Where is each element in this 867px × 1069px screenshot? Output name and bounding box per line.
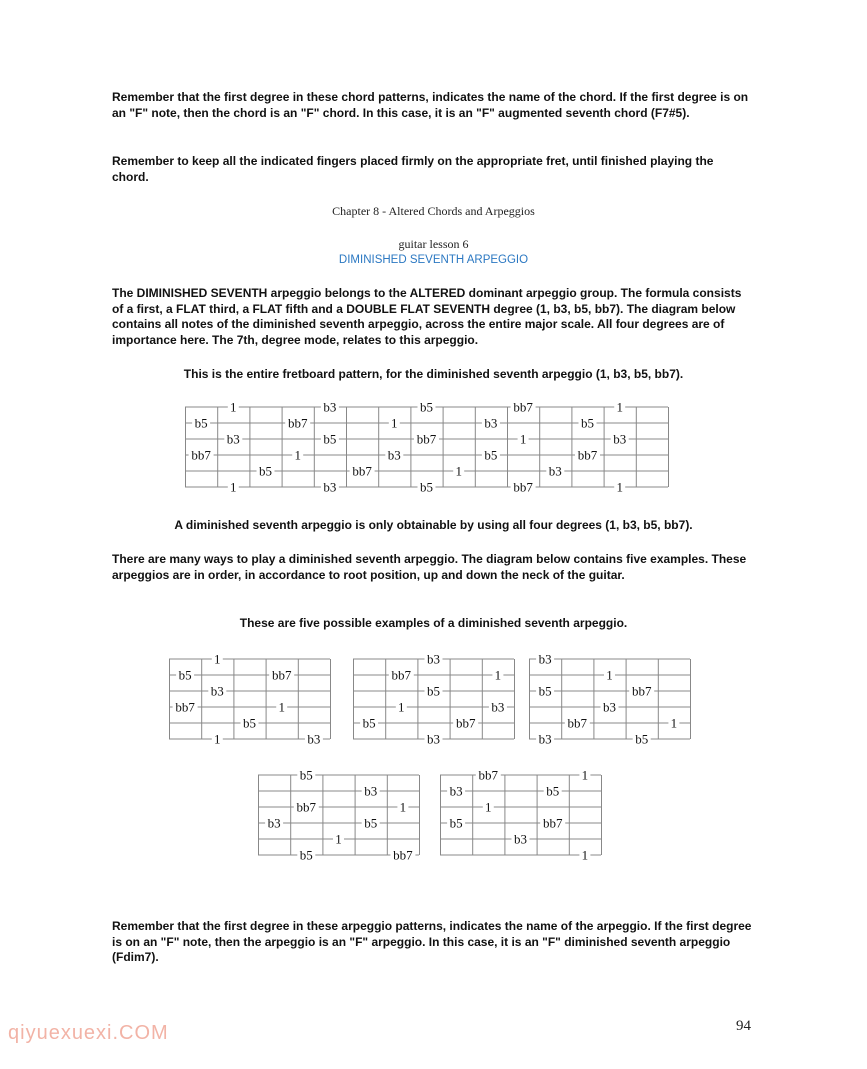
note-degree-label: b3 (491, 699, 505, 715)
note-degree-label: b5 (449, 815, 463, 831)
note-degree-label: b3 (603, 699, 616, 715)
note-degree-label: b3 (548, 463, 562, 479)
note-degree-label: bb7 (455, 715, 476, 731)
note-degree-label: bb7 (577, 447, 598, 463)
note-degree-label: 1 (485, 799, 492, 815)
note-degree-label: b3 (613, 431, 627, 447)
note-degree-label: b5 (178, 667, 192, 683)
lesson-label: guitar lesson 6 (398, 237, 469, 251)
note-degree-label: b5 (194, 415, 208, 431)
note-degree-label: 1 (230, 399, 237, 415)
note-degree-label: 1 (214, 651, 221, 667)
note-degree-label: bb7 (567, 715, 588, 731)
note-degree-label: b3 (307, 731, 321, 747)
note-degree-label: 1 (399, 799, 407, 815)
note-degree-label: b5 (364, 815, 378, 831)
note-degree-label: b5 (299, 767, 313, 783)
arpeggio-example-3 (529, 651, 695, 747)
arpeggio-example-4 (258, 767, 424, 863)
note-degree-label: 1 (519, 431, 527, 447)
lesson-title-link[interactable]: DIMINISHED SEVENTH ARPEGGIO (338, 254, 529, 266)
note-degree-label: bb7 (416, 431, 437, 447)
note-degree-label: bb7 (631, 683, 652, 699)
page-number: 94 (736, 1018, 751, 1034)
note-degree-label: 1 (278, 699, 285, 715)
note-degree-label: b3 (323, 479, 337, 495)
description-paragraph: The DIMINISHED SEVENTH arpeggio belongs to the ALTERED dominant arpeggio group. The formula consists of a first, a FLAT third, a FLAT fifth and a DOUBLE FLAT SEVENTH degree (1, b3, b5, bb7). The diagram below contains all notes of the diminished seventh arpeggio, across the entire major scale. All four degrees are of importance here. The 7th, degree mode, relates to this arpeggio. (112, 286, 742, 347)
note-degree-label: b3 (514, 831, 527, 847)
note-degree-label: 1 (214, 731, 221, 747)
note-degree-label: b5 (484, 447, 498, 463)
note-degree-label: b3 (427, 651, 440, 667)
note-degree-label: 1 (391, 415, 398, 431)
note-degree-label: b3 (210, 683, 224, 699)
intro-paragraph-chord-name: Remember that the first degree in these chord patterns, indicates the name of the chord. If the first degree is on an "F" note, then the chord is an "F" chord. In this case, it is an "F" augmented seventh chord (F7#5). (112, 90, 749, 120)
note-degree-label: b5 (420, 479, 433, 495)
note-degree-label: 1 (581, 847, 589, 863)
note-degree-label: b5 (427, 683, 440, 699)
fretboard-caption: This is the entire fretboard pattern, for the diminished seventh arpeggio (1, b3, b5, bb7). (183, 367, 684, 381)
note-degree-label: b5 (420, 399, 433, 415)
note-degree-label: 1 (230, 479, 237, 495)
note-degree-label: b3 (323, 399, 337, 415)
note-degree-label: b3 (484, 415, 498, 431)
note-degree-label: 1 (335, 831, 342, 847)
note-degree-label: b5 (581, 415, 594, 431)
note-degree-label: bb7 (191, 447, 211, 463)
note-degree-label: 1 (616, 479, 623, 495)
note-degree-label: bb7 (391, 667, 412, 683)
note-degree-label: b5 (538, 683, 552, 699)
note-degree-label: bb7 (287, 415, 308, 431)
note-degree-label: 1 (670, 715, 678, 731)
note-degree-label: bb7 (393, 847, 413, 863)
arpeggio-example-2 (353, 651, 519, 747)
chapter-heading: Chapter 8 - Altered Chords and Arpeggios (332, 204, 535, 218)
note-degree-label: b3 (427, 731, 440, 747)
note-degree-label: b3 (538, 731, 552, 747)
watermark-logo: qiyuexuexi.COM (8, 1022, 169, 1044)
note-degree-label: bb7 (478, 767, 499, 783)
closing-paragraph: Remember that the first degree in these arpeggio patterns, indicates the name of the arpeggio. If the first degree is on an "F" note, then the arpeggio is an "F" arpeggio. In this case, it is an "F" diminished seventh arpeggio (Fdim7). (112, 919, 752, 964)
note-degree-label: b3 (226, 431, 240, 447)
arpeggio-note-line: A diminished seventh arpeggio is only obtainable by using all four degrees (1, b3, b5, bb7). (174, 518, 693, 532)
note-degree-label: bb7 (513, 399, 533, 415)
note-degree-label: b3 (538, 651, 552, 667)
note-degree-label: b5 (362, 715, 376, 731)
note-degree-label: b5 (299, 847, 313, 863)
note-degree-label: b5 (635, 731, 649, 747)
note-degree-label: b3 (267, 815, 281, 831)
note-degree-label: b3 (449, 783, 463, 799)
intro-paragraph-fingers: Remember to keep all the indicated fingers placed firmly on the appropriate fret, until finished playing the chord. (112, 154, 714, 184)
note-degree-label: bb7 (175, 699, 195, 715)
note-degree-label: bb7 (513, 479, 533, 495)
note-degree-label: b5 (243, 715, 256, 731)
arpeggio-example-5 (440, 767, 606, 863)
arpeggio-example-1 (169, 651, 335, 747)
note-degree-label: bb7 (271, 667, 292, 683)
note-degree-label: b3 (387, 447, 401, 463)
note-degree-label: bb7 (352, 463, 372, 479)
note-degree-label: 1 (494, 667, 502, 683)
note-degree-label: b5 (259, 463, 272, 479)
note-degree-label: 1 (581, 767, 589, 783)
note-degree-label: 1 (616, 399, 623, 415)
examples-intro-paragraph: There are many ways to play a diminished seventh arpeggio. The diagram below contains five examples. These arpeggios are in order, in accordance to root position, up and down the neck of the guitar. (112, 552, 747, 582)
note-degree-label: 1 (294, 447, 301, 463)
note-degree-label: 1 (398, 699, 405, 715)
note-degree-label: 1 (455, 463, 462, 479)
full-fretboard-diagram (185, 399, 681, 495)
note-degree-label: b3 (364, 783, 378, 799)
note-degree-label: b5 (546, 783, 560, 799)
note-degree-label: bb7 (542, 815, 563, 831)
note-degree-label: bb7 (296, 799, 317, 815)
examples-caption: These are five possible examples of a diminished seventh arpeggio. (239, 616, 628, 630)
note-degree-label: b5 (323, 431, 337, 447)
note-degree-label: 1 (606, 667, 613, 683)
